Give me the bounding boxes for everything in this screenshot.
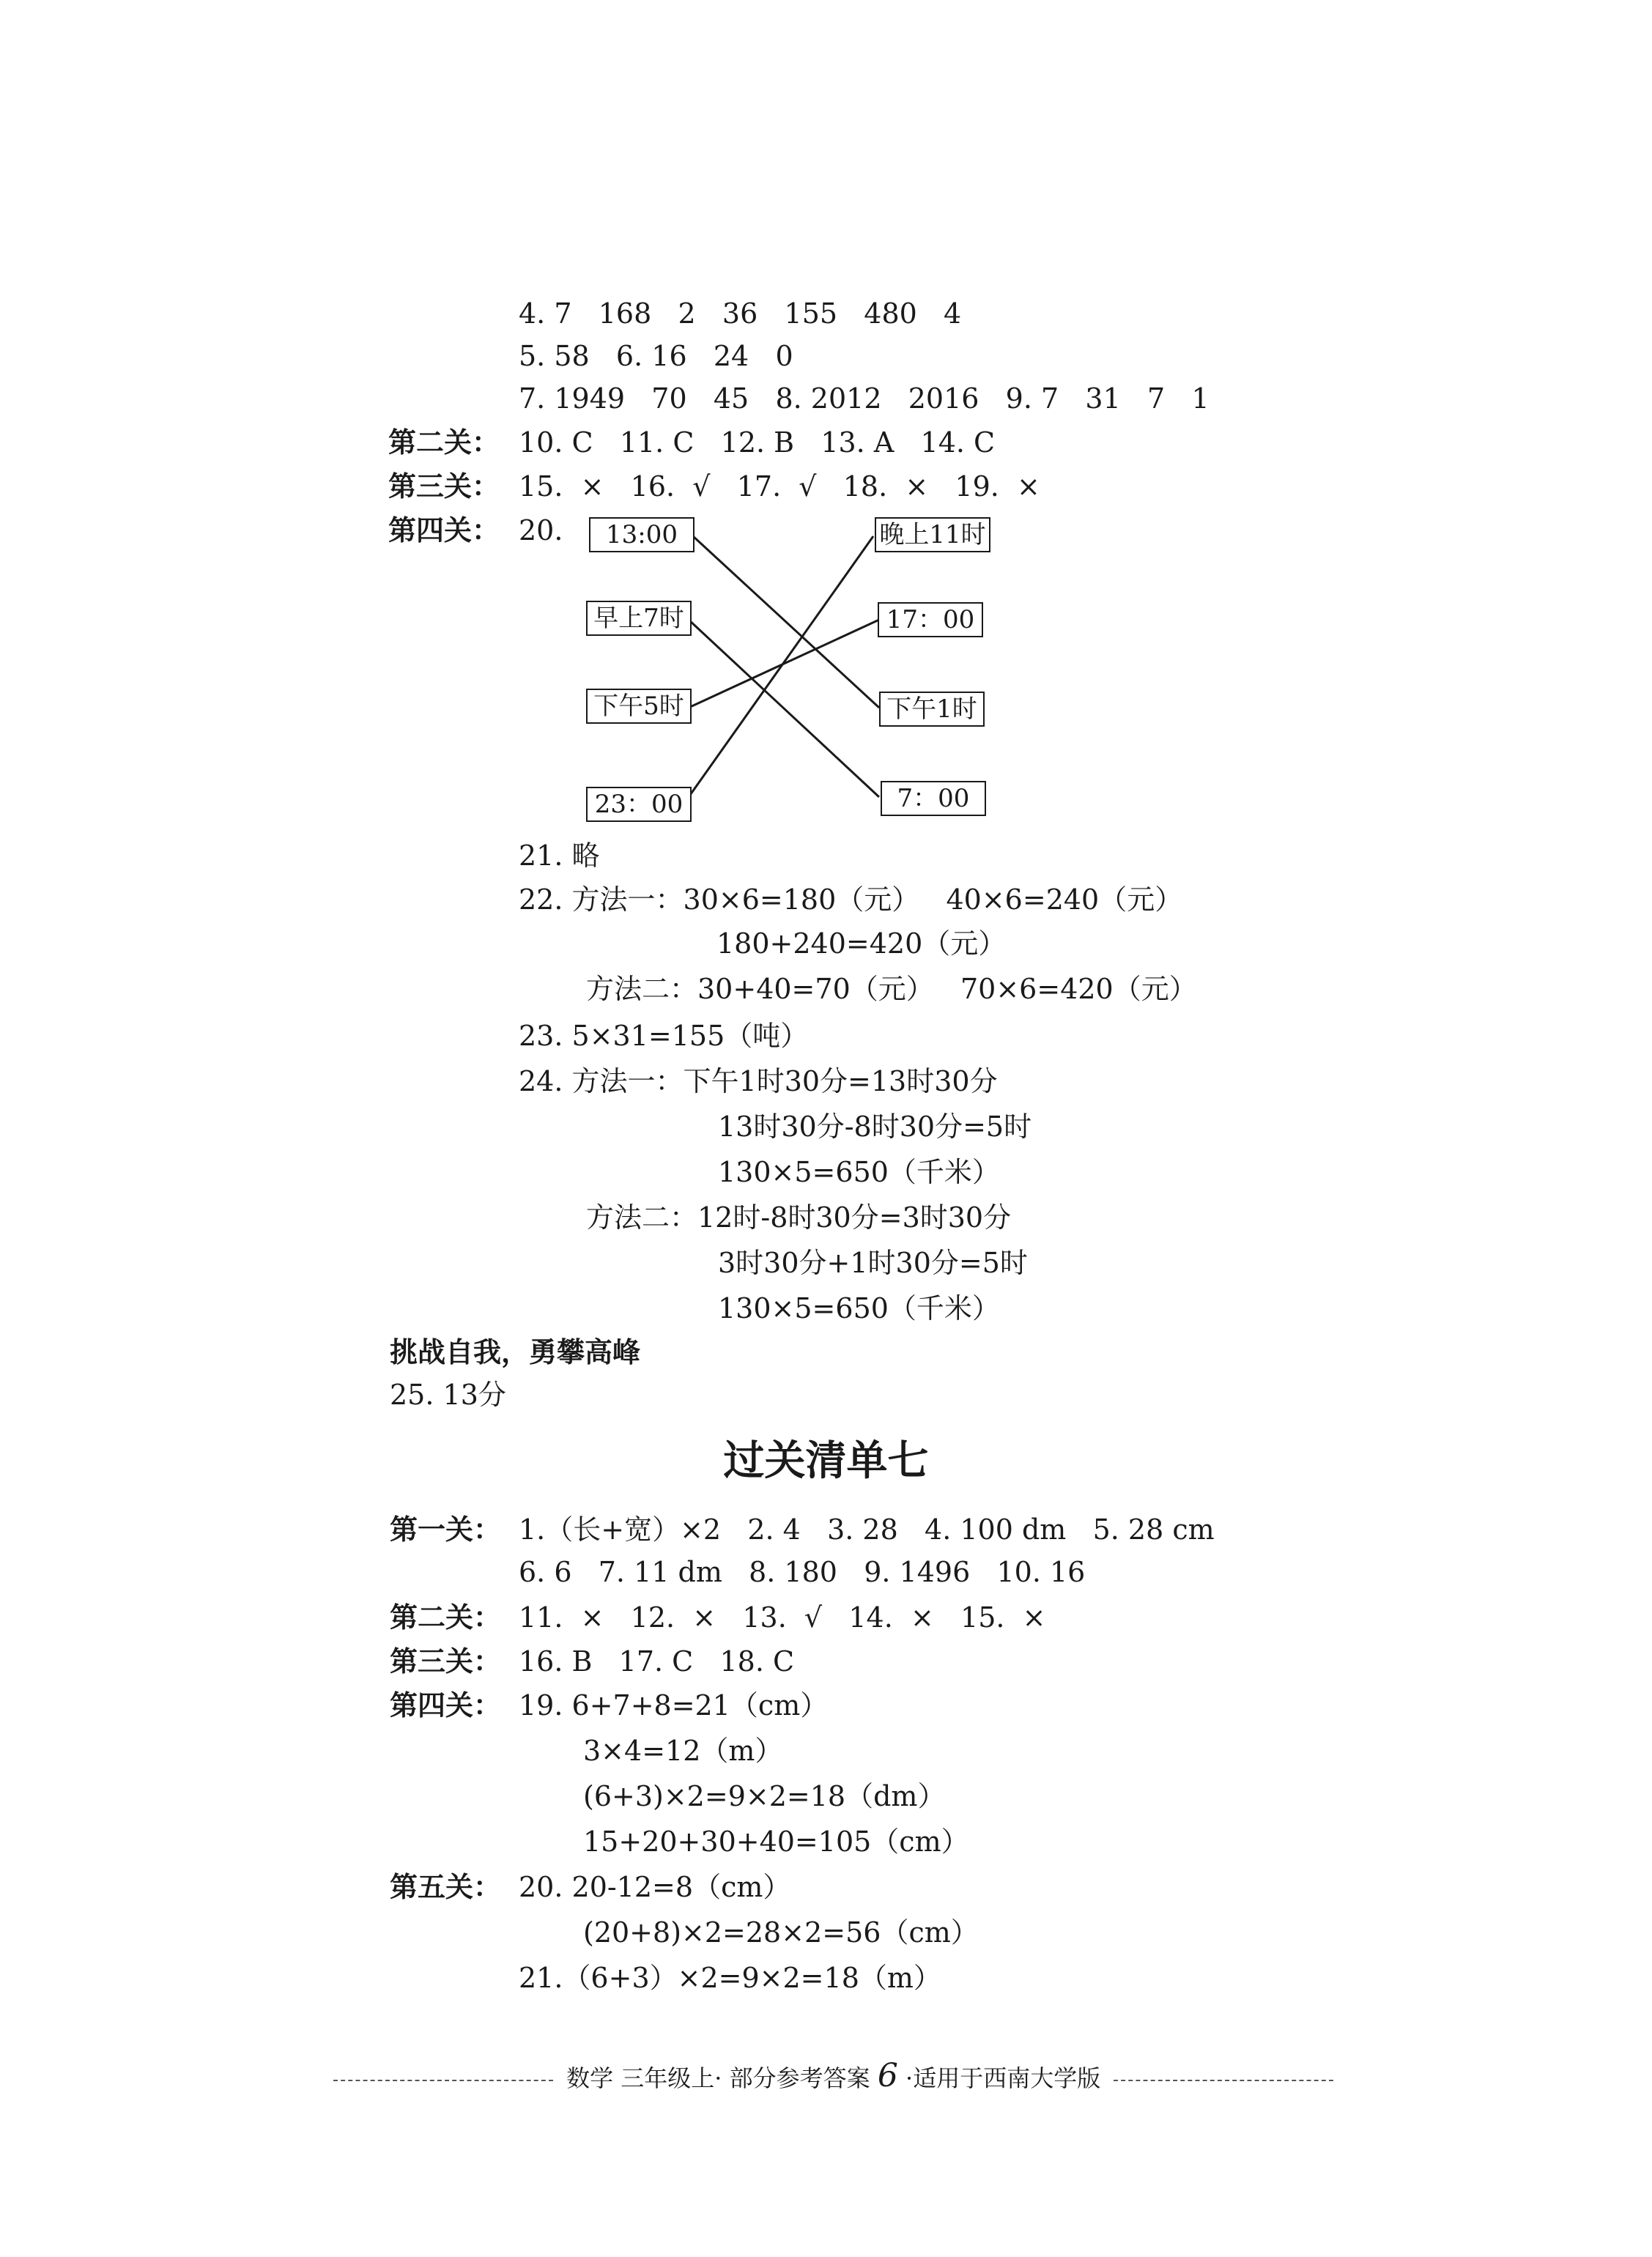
match-line-1300 (693, 536, 879, 708)
match-right-box-3: 下午1时 (879, 692, 985, 727)
seven-level-2-label: 第二关： (390, 1601, 502, 1634)
match-line-morning-7 (689, 620, 879, 797)
match-left-box-3: 下午5时 (586, 689, 692, 724)
seven-level-5-label: 第五关： (390, 1871, 502, 1903)
question-21: 21. 略 (519, 840, 600, 872)
seven-level-5-line-1: 20. 20-12=8（cm） (519, 1871, 791, 1903)
seven-level-3-label: 第三关： (390, 1645, 502, 1678)
seven-level-4-line-2: 3×4=12（m） (583, 1735, 783, 1767)
seven-level-5-line-2: (20+8)×2=28×2=56（cm） (583, 1916, 979, 1949)
page-footer (0, 2028, 1652, 2094)
section-title: 过关清单七 (723, 1437, 929, 1485)
seven-level-4-line-4: 15+20+30+40=105（cm） (583, 1826, 969, 1858)
question-20-number: 20. (519, 514, 563, 546)
question-24-line-2: 13时30分-8时30分=5时 (718, 1111, 1032, 1143)
seven-level-4-line-1: 19. 6+7+8=21（cm） (519, 1689, 829, 1722)
level-4-label: 第四关： (388, 514, 500, 546)
question-24-line-3: 130×5=650（千米） (718, 1156, 1000, 1188)
match-left-box-1: 13:00 (589, 517, 694, 552)
answer-line-4: 4. 7 168 2 36 155 480 4 (519, 297, 962, 330)
level-2-label: 第二关： (388, 426, 500, 459)
question-22-line-3: 方法二：30+40=70（元） 70×6=420（元） (586, 973, 1197, 1005)
seven-level-2-answers: 11. × 12. × 13. √ 14. × 15. × (519, 1601, 1046, 1634)
question-24-line-1: 24. 方法一：下午1时30分=13时30分 (519, 1065, 998, 1097)
level-3-label: 第三关： (388, 470, 500, 503)
footer-dash-left (333, 2080, 553, 2081)
footer-left-text: 数学 三年级上· (566, 2064, 722, 2092)
seven-level-4-label: 第四关： (390, 1689, 502, 1722)
question-23: 23. 5×31=155（吨） (519, 1020, 809, 1052)
match-line-2300 (689, 536, 873, 797)
level-3-answers: 15. × 16. √ 17. √ 18. × 19. × (519, 470, 1040, 503)
seven-level-5-line-3: 21.（6+3）×2=9×2=18（m） (519, 1962, 941, 1994)
match-right-box-1: 晚上11时 (875, 517, 990, 552)
question-24-line-5: 3时30分+1时30分=5时 (718, 1247, 1028, 1279)
question-22-line-2: 180+240=420（元） (716, 927, 1007, 960)
match-right-box-4: 7：00 (881, 781, 986, 816)
seven-level-1-line-2: 6. 6 7. 11 dm 8. 180 9. 1496 10. 16 (519, 1556, 1086, 1588)
page-number: 6 (877, 2057, 898, 2094)
answer-line-7: 7. 1949 70 45 8. 2012 2016 9. 7 31 7 1 (519, 382, 1210, 415)
question-24-line-6: 130×5=650（千米） (718, 1292, 1000, 1324)
footer-middle-text: 部分参考答案 (729, 2064, 870, 2092)
challenge-heading: 挑战自我，勇攀高峰 (390, 1336, 641, 1368)
footer-right-text: ·适用于西南大学版 (905, 2064, 1101, 2092)
question-24-line-4: 方法二：12时-8时30分=3时30分 (586, 1201, 1012, 1234)
match-left-box-4: 23：00 (586, 787, 692, 822)
match-left-box-2: 早上7时 (586, 601, 692, 636)
question-22-line-1: 22. 方法一：30×6=180（元） 40×6=240（元） (519, 883, 1183, 916)
seven-level-4-line-3: (6+3)×2=9×2=18（dm） (583, 1780, 946, 1812)
level-2-answers: 10. C 11. C 12. B 13. A 14. C (519, 426, 996, 459)
question-25: 25. 13分 (390, 1379, 506, 1411)
seven-level-1-label: 第一关： (390, 1513, 502, 1546)
footer-dash-right (1114, 2080, 1333, 2081)
match-right-box-2: 17：00 (878, 602, 983, 637)
seven-level-1-line-1: 1.（长+宽）×2 2. 4 3. 28 4. 100 dm 5. 28 cm (519, 1513, 1215, 1546)
seven-level-3-answers: 16. B 17. C 18. C (519, 1645, 795, 1678)
answer-line-5: 5. 58 6. 16 24 0 (519, 340, 793, 372)
